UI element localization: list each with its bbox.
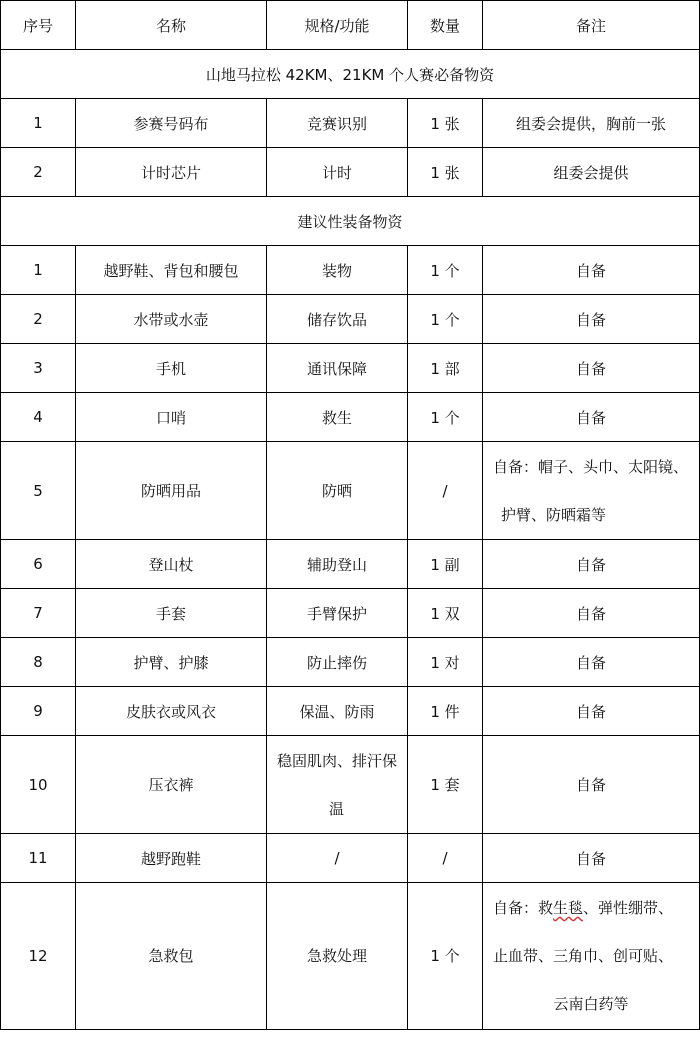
cell-note: 组委会提供: [483, 148, 700, 197]
table-row: [1, 834, 700, 883]
cell-qty: /: [408, 834, 483, 883]
cell-note: 组委会提供，胸前一张: [483, 99, 700, 148]
cell-index: 7: [1, 589, 76, 638]
cell-note: [483, 442, 700, 540]
cell-name: 护臂、护膝: [76, 638, 267, 687]
header-row: [1, 1, 700, 50]
cell-name: 参赛号码布: [76, 99, 267, 148]
cell-name: 登山杖: [76, 540, 267, 589]
cell-note: 自备: [483, 246, 700, 295]
note-line: 自备：帽子、头巾、太阳镜、: [493, 457, 689, 476]
cell-qty: 1 个: [408, 246, 483, 295]
cell-name: 水带或水壶: [76, 295, 267, 344]
table-row: [1, 589, 700, 638]
cell-note: 自备: [483, 540, 700, 589]
table-row: [1, 736, 700, 834]
note-line: [483, 884, 699, 932]
section-row: [1, 50, 700, 99]
cell-note: 自备: [483, 393, 700, 442]
table-row: [1, 246, 700, 295]
cell-qty: 1 个: [408, 393, 483, 442]
cell-qty: /: [408, 442, 483, 540]
table-row: [1, 393, 700, 442]
section-title: 山地马拉松 42KM、21KM 个人赛必备物资: [1, 50, 700, 99]
cell-index: 9: [1, 687, 76, 736]
cell-spec: 竞赛识别: [267, 99, 408, 148]
cell-note: 自备: [483, 736, 700, 834]
cell-spec: 通讯保障: [267, 344, 408, 393]
header-cell: 规格/功能: [267, 1, 408, 50]
cell-qty: 1 对: [408, 638, 483, 687]
cell-index: 2: [1, 295, 76, 344]
cell-name: 口哨: [76, 393, 267, 442]
table-row: [1, 687, 700, 736]
cell-index: 12: [1, 883, 76, 1030]
cell-note: 自备: [483, 638, 700, 687]
table-row: [1, 99, 700, 148]
note-line: 护臂、防晒霜等: [501, 505, 607, 524]
cell-index: 4: [1, 393, 76, 442]
cell-spec: 储存饮品: [267, 295, 408, 344]
cell-qty: 1 件: [408, 687, 483, 736]
cell-qty: 1 副: [408, 540, 483, 589]
cell-note: 自备: [483, 589, 700, 638]
cell-qty: 1 张: [408, 148, 483, 197]
header-cell: 名称: [76, 1, 267, 50]
cell-name: 手机: [76, 344, 267, 393]
cell-index: 11: [1, 834, 76, 883]
cell-index: 1: [1, 246, 76, 295]
cell-spec: 手臂保护: [267, 589, 408, 638]
note-text: 、弹性绷带、: [583, 899, 674, 917]
cell-index: 8: [1, 638, 76, 687]
table-row: [1, 442, 700, 540]
cell-name: 皮肤衣或风衣: [76, 687, 267, 736]
table-row: [1, 883, 700, 1030]
cell-name: 防晒用品: [76, 442, 267, 540]
cell-note: 自备: [483, 295, 700, 344]
cell-index: 3: [1, 344, 76, 393]
note-line: 止血带、三角巾、创可贴、: [493, 947, 674, 965]
section-title: 建议性装备物资: [1, 197, 700, 246]
cell-spec: 防晒: [267, 442, 408, 540]
cell-spec: /: [267, 834, 408, 883]
cell-note: 自备: [483, 344, 700, 393]
spec-line: 稳固肌肉、排汗保: [276, 751, 397, 770]
cell-qty: 1 部: [408, 344, 483, 393]
cell-spec: 计时: [267, 148, 408, 197]
table-row: [1, 295, 700, 344]
cell-spec: [267, 736, 408, 834]
cell-note: [483, 883, 700, 1030]
cell-qty: 1 套: [408, 736, 483, 834]
note-line: 云南白药等: [553, 995, 629, 1013]
spec-line: 温: [329, 799, 345, 818]
cell-qty: 1 个: [408, 883, 483, 1030]
cell-index: 1: [1, 99, 76, 148]
cell-spec: 救生: [267, 393, 408, 442]
cell-spec: 急救处理: [267, 883, 408, 1030]
note-text: 自备：救: [493, 899, 554, 917]
cell-spec: 保温、防雨: [267, 687, 408, 736]
cell-note: 自备: [483, 834, 700, 883]
table-row: [1, 540, 700, 589]
cell-spec: 防止摔伤: [267, 638, 408, 687]
cell-name: 越野鞋、背包和腰包: [76, 246, 267, 295]
header-cell: 序号: [1, 1, 76, 50]
section-row: [1, 197, 700, 246]
cell-qty: 1 双: [408, 589, 483, 638]
cell-index: 2: [1, 148, 76, 197]
cell-spec: 装物: [267, 246, 408, 295]
cell-name: 急救包: [76, 883, 267, 1030]
cell-name: 压衣裤: [76, 736, 267, 834]
table-row: [1, 638, 700, 687]
cell-name: 手套: [76, 589, 267, 638]
cell-qty: 1 个: [408, 295, 483, 344]
header-cell: 备注: [483, 1, 700, 50]
note-text-flagged: 生毯: [553, 899, 584, 917]
header-cell: 数量: [408, 1, 483, 50]
table-row: [1, 148, 700, 197]
cell-index: 6: [1, 540, 76, 589]
cell-index: 10: [1, 736, 76, 834]
cell-name: 越野跑鞋: [76, 834, 267, 883]
table-row: [1, 344, 700, 393]
cell-qty: 1 张: [408, 99, 483, 148]
cell-name: 计时芯片: [76, 148, 267, 197]
cell-spec: 辅助登山: [267, 540, 408, 589]
cell-note: 自备: [483, 687, 700, 736]
cell-index: 5: [1, 442, 76, 540]
